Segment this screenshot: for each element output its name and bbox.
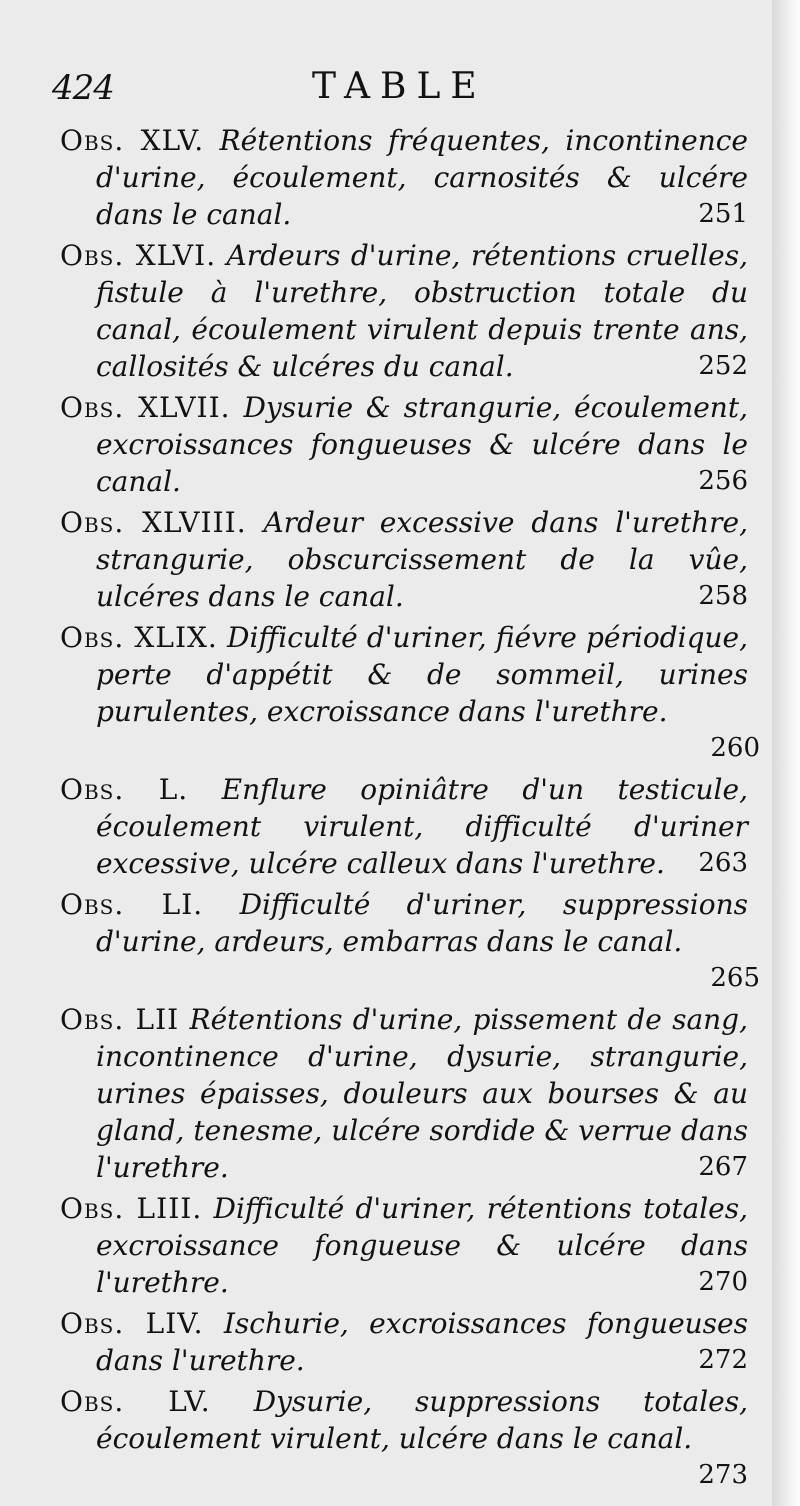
entry-description: Rétentions d'urine, pissement de sang, incontinence d'urine, dysurie, strangurie, urines épaisses, douleurs aux bourses & au gland, tenesme, ulcére sordide & verrue dans l'urethre.	[96, 1003, 748, 1184]
entry-page-number: 256	[698, 466, 748, 496]
page-number: 424	[52, 68, 114, 108]
entry-label: Obs. LV.	[60, 1385, 211, 1418]
entry-page-number: 260	[710, 733, 760, 763]
entry-page-number: 270	[698, 1267, 748, 1297]
entry-description: Ischurie, excroissances fongueuses dans l'urethre.	[96, 1307, 748, 1377]
entry-description: Difficulté d'uriner, suppressions d'urine, ardeurs, embarras dans le canal.	[96, 888, 748, 958]
entry-description: Difficulté d'uriner, rétentions totales, excroissance fongueuse & ulcére dans l'urethre.	[96, 1192, 748, 1299]
entry-label: Obs. XLV.	[60, 124, 205, 157]
table-entry	[60, 771, 748, 882]
entry-label: Obs. LI.	[60, 888, 204, 921]
table-entry	[60, 1383, 748, 1490]
entry-page-number: 272	[698, 1345, 748, 1375]
table-entry	[60, 122, 748, 233]
entry-page-number: 263	[698, 848, 748, 878]
entry-label: Obs. LIV.	[60, 1307, 204, 1340]
entry-label: Obs. XLVI.	[60, 239, 217, 272]
table-entry	[60, 886, 760, 997]
entry-page-number: 273	[698, 1460, 748, 1490]
entry-label: Obs. XLVII.	[60, 391, 231, 424]
running-title: TABLE	[312, 66, 487, 107]
table-entry	[60, 504, 748, 615]
table-entry	[60, 1305, 748, 1379]
entry-description: Difficulté d'uriner, fiévre périodique, perte d'appétit & de sommeil, urines purulentes, excroissance dans l'urethre.	[96, 621, 749, 728]
table-entry	[60, 1190, 748, 1301]
entry-page-number: 258	[698, 581, 748, 611]
entry-description: Dysurie & strangurie, écoulement, excroissances fongueuses & ulcére dans le canal.	[96, 391, 748, 498]
table-of-observations	[60, 122, 760, 1494]
entry-label: Obs. LII	[60, 1003, 180, 1036]
entry-label: Obs. LIII.	[60, 1192, 203, 1225]
entry-page-number: 265	[710, 963, 760, 993]
entry-description: Enflure opiniâtre d'un testicule, écoulement virulent, difficulté d'uriner excessive, ulcére calleux dans l'urethre.	[96, 773, 748, 880]
entry-description: Dysurie, suppressions totales, écoulement virulent, ulcére dans le canal.	[96, 1385, 748, 1455]
table-entry	[60, 237, 748, 385]
table-entry	[60, 389, 748, 500]
page-edge	[772, 0, 800, 1506]
entry-page-number: 252	[698, 351, 748, 381]
entry-label: Obs. XLIX.	[60, 621, 218, 654]
entry-description: Ardeurs d'urine, rétentions cruelles, fistule à l'urethre, obstruction totale du canal, écoulement virulent depuis trente ans, callosités & ulcéres du canal.	[96, 239, 748, 383]
entry-label: Obs. L.	[60, 773, 189, 806]
page-header	[52, 68, 742, 118]
table-entry	[60, 619, 760, 767]
entry-description: Rétentions fréquentes, incontinence d'urine, écoulement, carnosités & ulcére dans le canal.	[96, 124, 748, 231]
entry-page-number: 251	[698, 199, 748, 229]
table-entry	[60, 1001, 748, 1186]
entry-page-number: 267	[698, 1152, 748, 1182]
entry-label: Obs. XLVIII.	[60, 506, 247, 539]
entry-description: Ardeur excessive dans l'urethre, strangurie, obscurcissement de la vûe, ulcéres dans le canal.	[96, 506, 748, 613]
